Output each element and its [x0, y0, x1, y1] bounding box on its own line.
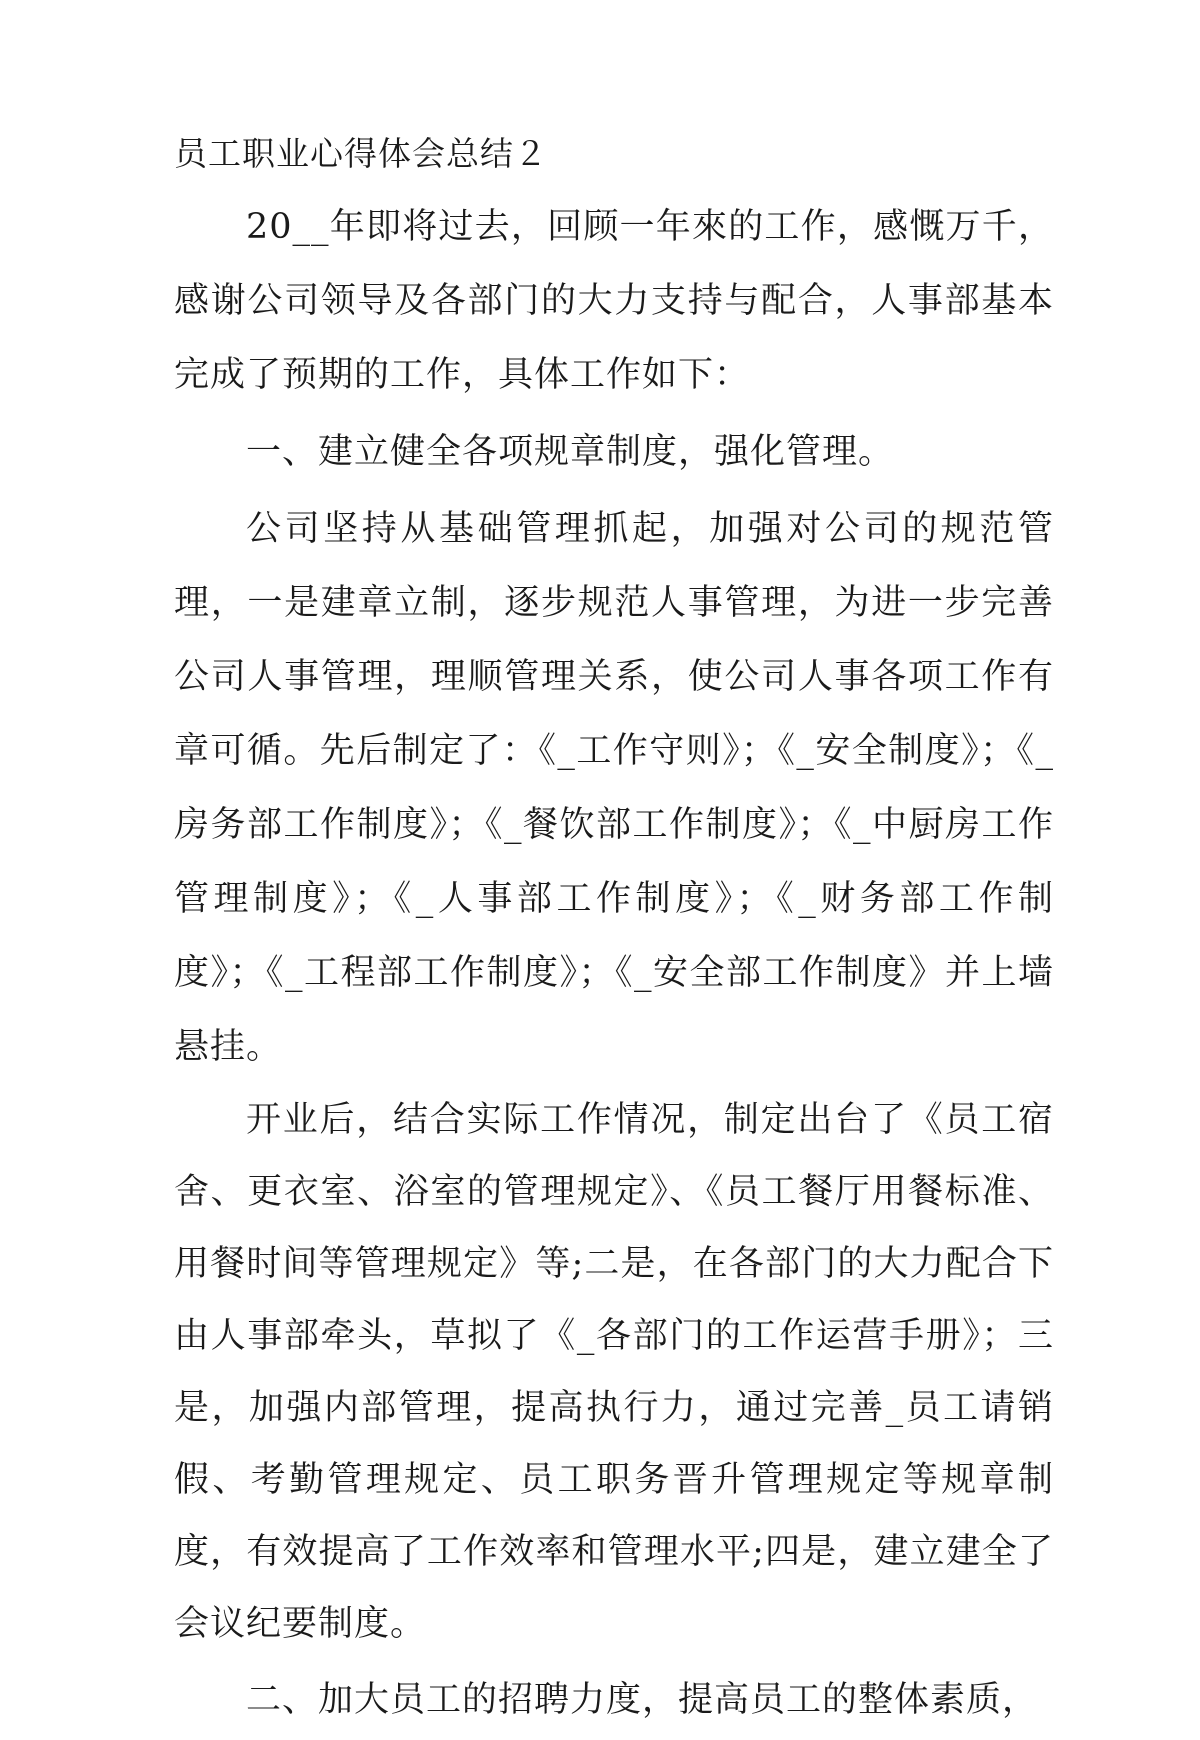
section-heading-1: 一、建立健全各项规章制度，强化管理。: [246, 432, 895, 472]
intro-paragraph: 20__年即将过去，回顾一年來的工作，感慨万千，感谢公司领导及各部门的大力支持与配合，人事部基本完成了预期的工作，具体工作如下：: [174, 207, 1054, 395]
section-heading-2: 二、加大员工的招聘力度，提高员工的整体素质，: [246, 1680, 1039, 1720]
document-body: [174, 118, 1054, 1740]
rules-paragraph: 公司坚持从基础管理抓起，加强对公司的规范管理，一是建章立制，逐步规范人事管理，为进一步完善公司人事管理，理顺管理关系，使公司人事各项工作有章可循。先后制定了：《_工作守则》；《_安全制度》；《_房务部工作制度》；《_餐饮部工作制度》；《_中厨房工作管理制度》；《_人事部工作制度》；《_财务部工作制度》；《_工程部工作制度》；《_安全部工作制度》并上墙悬挂。: [174, 509, 1054, 1067]
document-title: 员工职业心得体会总结２: [174, 134, 548, 173]
post-opening-paragraph: 开业后，结合实际工作情况，制定出台了《员工宿舍、更衣室、浴室的管理规定》、《员工餐厅用餐标准、用餐时间等管理规定》等;二是，在各部门的大力配合下由人事部牵头，草拟了《_各部门的工作运营手册》；三是，加强内部管理，提高执行力，通过完善_员工请销假、考勤管理规定、员工职务晋升管理规定等规章制度，有效提高了工作效率和管理水平;四是，建立建全了会议纪要制度。: [174, 1100, 1054, 1644]
